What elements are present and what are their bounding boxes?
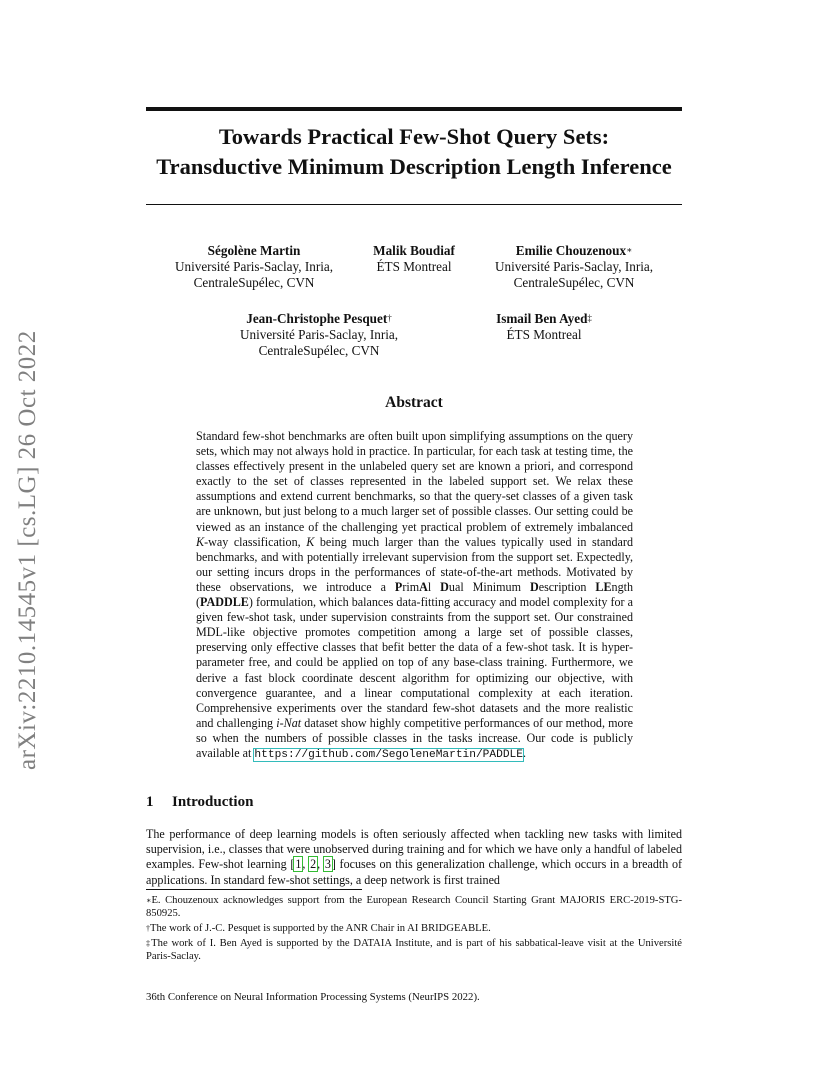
arxiv-stamp-text: arXiv:2210.14545v1 [cs.LG] 26 Oct 2022 (14, 330, 41, 770)
author-affiliation: CentraleSupélec, CVN (193, 275, 315, 290)
code-link[interactable]: https://github.com/SegoleneMartin/PADDLE (254, 748, 523, 761)
title-rule-top (146, 107, 682, 111)
abstract-segment: . (522, 745, 526, 760)
math-k: K (306, 534, 315, 549)
method-name-part: rim (402, 579, 420, 594)
abstract-segment: -way classification, (204, 534, 307, 549)
abstract-text: Standard few-shot benchmarks are often built upon simplifying assumptions on the query sets, which may not always hold in practice. In particular, for each task at testing time, the classes effectively present in the unlabeled query set are known a priori, and correspond exactly to the set of classes represented in the labeled support set. We relax these assumptions and extend current benchmarks, so that the query-set classes of a given task are unknown, but just belong to a much larger set of possible classes. Our setting could be viewed as an instance of the challenging yet practical problem of extremely imbalanced K-way classification, K being much larger than the values typically used in standard benchmarks, and with potentially irrelevant supervision from the support set. Expectedly, our setting incurs drops in the performances of state-of-the-art methods. Motivated by these observations, we introduce a PrimAl Dual Minimum Description LEngth (PADDLE) formulation, which balances data-fitting accuracy and model complexity for a given few-shot task, under supervision constraints from the support set. Our constrained MDL-like objective promotes competition among a large set of possible classes, preserving only effective classes that befit better the data of a few-shot task. It is hyper-parameter free, and could be applied on top of any base-class training. Furthermore, we derive a fast block coordinate descent algorithm for optimizing our objective, with convergence guarantee, and a linear computational complexity at each iteration. Comprehensive experiments over the standard few-shot datasets and the more realistic and challenging i-Nat dataset show highly competitive performances of our method, more so when the numbers of possible classes in the tasks increase. Our code is publicly available at https://github.com/SegoleneMartin/PADDLE. (196, 429, 634, 761)
author-affiliation: ÉTS Montreal (376, 259, 452, 274)
intro-segment: The performance of deep learning models is often seriously affected when tackling new tasks with limited supervision, i.e., classes that were unobserved during training and for which we have only a handful of labeled examples. Few-shot learning (146, 827, 682, 872)
footnote-mark: ‡ (146, 939, 152, 948)
footnote (146, 894, 682, 920)
footnote-mark: ‡ (587, 313, 592, 323)
author-name-text: Emilie Chouzenoux (515, 243, 627, 258)
section-heading (146, 794, 253, 811)
footnote-mark: † (146, 924, 150, 933)
acronym-letter: LE (595, 579, 612, 594)
abstract-segment: being much larger than the values typically used in standard benchmarks, and with potentially irrelevant supervision from the support set. Expectedly, our setting incurs drops in the performances of state-of-the-art methods. Motivated by these observations, we introduce a (196, 534, 633, 594)
abstract-segment: ) formulation, which balances data-fitting accuracy and model complexity for a given few-shot task, under supervision constraints from the support set. Our constrained MDL-like objective promotes competition among a large set of possible classes, preserving only effective classes that befit better the data of a few-shot task. It is hyper-parameter free, and could be applied on top of any base-class training. Furthermore, we derive a fast block coordinate descent algorithm for optimizing our objective, with convergence guarantee, and a linear computational complexity at each iteration. Comprehensive experiments over the standard few-shot datasets and the more realistic and challenging (196, 595, 633, 730)
citation-link[interactable]: 3 (324, 857, 331, 872)
footnote (146, 922, 682, 935)
intro-paragraph: The performance of deep learning models is often seriously affected when tackling new tasks with limited supervision, i.e., classes that were unobserved during training and for which we have only a handful of labeled examples. Few-shot learning [1, 2, 3] focuses on this generalization challenge, which occurs in a breadth of applications. In standard few-shot settings, a deep network is first trained (146, 827, 683, 887)
author-name: Malik Boudiaf (373, 243, 455, 258)
footnote-mark: ∗ (146, 896, 152, 905)
author-affiliation: CentraleSupélec, CVN (513, 275, 635, 290)
footnote-text: E. Chouzenoux acknowledges support from the European Research Council Starting Grant MAJORIS ERC-2019-STG-850925. (146, 895, 682, 920)
abstract-segment: Standard few-shot benchmarks are often built upon simplifying assumptions on the query sets, which may not always hold in practice. In particular, for each task at testing time, the classes effectively present in the unlabeled query set are known a priori, and correspond exactly to the set of classes represented in the labeled support set. We relax these assumptions and extend current benchmarks, so that the query-set classes of a given task are unknown, but just belong to a much larger set of possible classes. Our setting could be viewed as an instance of the challenging yet practical problem of extremely imbalanced (196, 429, 633, 534)
footnote (146, 937, 682, 963)
method-name-part: escription (538, 579, 596, 594)
title-line-2: Transductive Minimum Description Length Inference (156, 154, 672, 179)
citation-link[interactable]: 2 (310, 857, 317, 872)
section-title: Introduction (172, 794, 254, 810)
intro-segment: focuses on this generalization challenge, which occurs in a breadth of applications. In standard few-shot settings, a deep network is first trained (146, 857, 683, 887)
conference-note: 36th Conference on Neural Information Processing Systems (NeurIPS 2022). (146, 991, 480, 1003)
author-name-text: Jean-Christophe Pesquet (246, 311, 388, 326)
footnote-text: The work of J.-C. Pesquet is supported by the ANR Chair in AI BRIDGEABLE. (150, 923, 491, 934)
author-affiliation: Université Paris-Saclay, Inria, (239, 327, 399, 342)
title-line-1: Towards Practical Few-Shot Query Sets: (218, 124, 610, 149)
footnote-rule (146, 889, 362, 890)
abstract-segment: dataset show highly competitive performances of our method, more so when the numbers of possible classes in the tasks increase. Our code is publicly available at (196, 715, 633, 760)
author-name: Ségolène Martin (207, 243, 301, 258)
author-affiliation: Université Paris-Saclay, Inria, (174, 259, 334, 274)
footnote-text: The work of I. Ben Ayed is supported by the DATAIA Institute, and is part of his sabbatical-leave visit at the Université Paris-Saclay. (146, 938, 682, 963)
author-name (224, 311, 414, 327)
author-name (476, 311, 612, 327)
author-block (224, 311, 414, 359)
author-affiliation: CentraleSupélec, CVN (258, 343, 380, 358)
method-name-part: ual Minimum (448, 579, 530, 594)
dataset-name: i-Nat (276, 715, 302, 730)
acronym-letter: D (440, 579, 449, 594)
method-name-part: ngth (611, 579, 634, 594)
section-number: 1 (146, 794, 154, 810)
author-affiliation: ÉTS Montreal (506, 327, 582, 342)
author-block (352, 243, 476, 275)
footnote-mark: ∗ (626, 245, 633, 255)
footnote-mark: † (387, 313, 392, 323)
method-acronym: PADDLE (200, 595, 249, 610)
math-k: K (196, 534, 205, 549)
paper-title (146, 122, 682, 182)
method-name-part: l (427, 579, 441, 594)
acronym-letter: A (419, 579, 428, 594)
author-block (476, 311, 612, 343)
author-name (484, 243, 664, 259)
abstract-heading: Abstract (385, 394, 443, 411)
author-name-text: Ismail Ben Ayed (496, 311, 588, 326)
author-block (164, 243, 344, 291)
acronym-letter: D (529, 579, 539, 594)
author-affiliation: Université Paris-Saclay, Inria, (494, 259, 654, 274)
citation-link[interactable]: 1 (295, 857, 302, 872)
acronym-letter: P (394, 579, 403, 594)
title-rule-bottom (146, 204, 682, 205)
author-block (484, 243, 664, 291)
